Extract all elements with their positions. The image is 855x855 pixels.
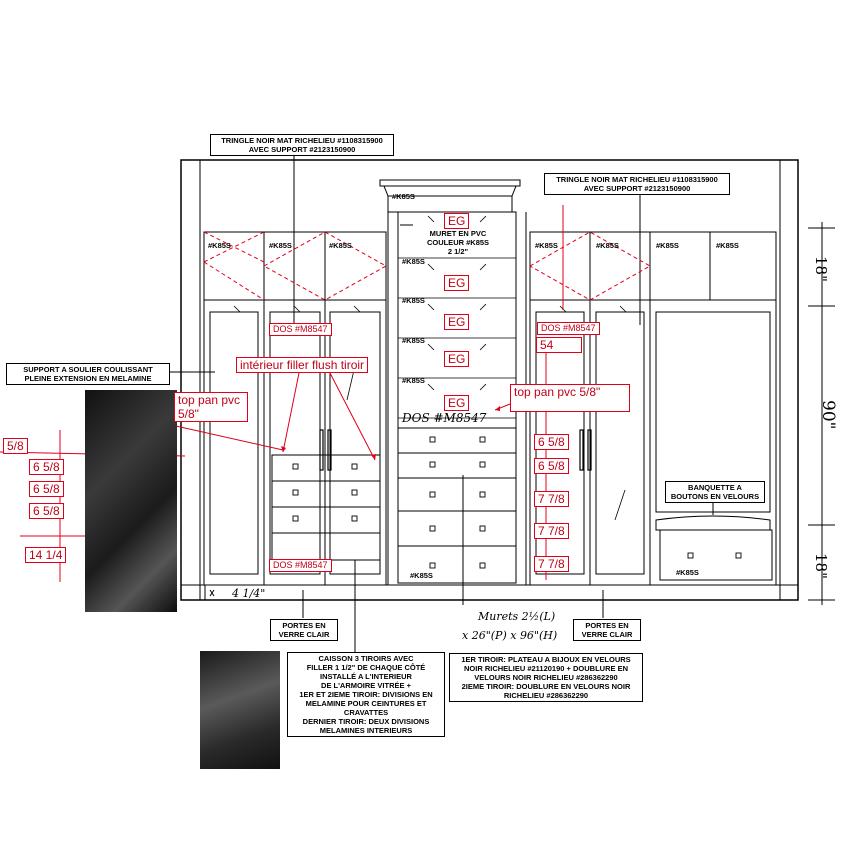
note-line: 5/8"	[178, 407, 199, 421]
dim-6-5-8: 6 5/8	[29, 481, 64, 497]
callout-line: 1ER ET 2IEME TIROIR: DIVISIONS EN	[299, 690, 433, 699]
callout-line: NOIR RICHELIEU #21120190 + DOUBLURE EN	[463, 664, 628, 673]
color-code-label: #K85S	[402, 336, 425, 345]
dim-6-5-8: 6 5/8	[29, 503, 64, 519]
callout-line: DE L'ARMOIRE VITRÉE +	[321, 681, 411, 690]
dim-6-5-8-right: 6 5/8	[534, 434, 569, 450]
drawer-divider-photo	[200, 651, 280, 769]
callout-line: 2 1/2"	[447, 247, 469, 256]
portes-callout-left	[270, 619, 338, 641]
color-code-label: #K85S	[402, 296, 425, 305]
dim-7-7-8: 7 7/8	[534, 523, 569, 539]
callout-line: CRAVATTES	[343, 708, 389, 717]
dim-6-5-8: 6 5/8	[29, 459, 64, 475]
color-code-label: #K85S	[596, 241, 619, 250]
color-code-label: #K85S	[676, 568, 699, 577]
top-pan-note-left	[174, 392, 248, 422]
callout-line: PORTES EN	[585, 621, 629, 630]
note-line: top pan pvc	[178, 393, 241, 407]
callout-line: INSTALLÉ A L'INTERIEUR	[320, 672, 412, 681]
callout-line: AVEC SUPPORT #2123150900	[248, 145, 356, 154]
callout-line: MURET EN PVC	[429, 229, 487, 238]
color-code-label: #K85S	[410, 571, 433, 580]
callout-line: AVEC SUPPORT #2123150900	[583, 184, 691, 193]
murets-note: Murets 2½(L)	[478, 610, 556, 623]
eg-label: EG	[444, 395, 469, 411]
callout-line: TRINGLE NOIR MAT RICHELIEU #1108315900	[221, 136, 383, 145]
eg-label: EG	[444, 213, 469, 229]
callout-line: FILLER 1 1/2" DE CHAQUE CÔTÉ	[306, 663, 426, 672]
color-code-label: #K85S	[329, 241, 352, 250]
support-soulier-callout	[6, 363, 170, 385]
callout-line: BOUTONS EN VELOURS	[670, 492, 760, 501]
tiroir-callout	[449, 653, 643, 702]
color-code-label: #K85S	[208, 241, 231, 250]
dim-7-7-8: 7 7/8	[534, 491, 569, 507]
callout-line: BANQUETTE A	[688, 483, 742, 492]
color-code-label: #K85S	[535, 241, 558, 250]
tringle-callout-right	[544, 173, 730, 195]
color-code-label: #K85S	[402, 376, 425, 385]
color-code-label: #K85S	[392, 192, 415, 201]
callout-line: MELAMINE POUR CEINTURES ET	[305, 699, 427, 708]
height-dim-18-bottom: 18"	[812, 553, 830, 579]
eg-label: EG	[444, 275, 469, 291]
callout-line: MELAMINES INTERIEURS	[319, 726, 413, 735]
callout-line: VERRE CLAIR	[581, 630, 633, 639]
height-dim-90: 90"	[818, 400, 838, 430]
muret-pvc-callout	[416, 228, 500, 257]
dos-code-label: DOS #M8547	[537, 322, 600, 335]
callout-line: TRINGLE NOIR MAT RICHELIEU #1108315900	[556, 175, 718, 184]
dos-handwritten: DOS #M8547	[402, 411, 487, 425]
dim-5-8: 5/8	[3, 438, 28, 454]
dos-code-label: DOS #M8547	[269, 323, 332, 336]
callout-line: CAISSON 3 TIROIRS AVEC	[318, 654, 414, 663]
color-code-label: #K85S	[716, 241, 739, 250]
closet-photo	[85, 390, 177, 612]
callout-line: RICHELIEU #286362290	[503, 691, 589, 700]
color-code-label: #K85S	[269, 241, 292, 250]
interieur-filler-note: intérieur filler flush tiroir	[236, 357, 368, 373]
eg-label: EG	[444, 351, 469, 367]
callout-line: PLEINE EXTENSION EN MELAMINE	[24, 374, 152, 383]
callout-line: SUPPORT A SOULIER COULISSANT	[23, 365, 153, 374]
dim-14-1-4: 14 1/4	[25, 547, 66, 563]
top-pan-note-right: top pan pvc 5/8"	[510, 384, 630, 412]
callout-line: PORTES EN	[282, 621, 326, 630]
callout-line: COULEUR #K85S	[426, 238, 490, 247]
portes-callout-right	[573, 619, 641, 641]
base-dimension: 4 1/4"	[232, 587, 266, 600]
callout-line: 1ER TIROIR: PLATEAU A BIJOUX EN VELOURS	[461, 655, 631, 664]
eg-label: EG	[444, 314, 469, 330]
height-dim-18-top: 18"	[812, 256, 830, 282]
tringle-callout-left	[210, 134, 394, 156]
callout-line: DERNIER TIROIR: DEUX DIVISIONS	[302, 717, 430, 726]
caisson-callout	[287, 652, 445, 737]
color-code-label: #K85S	[402, 257, 425, 266]
dim-7-7-8: 7 7/8	[534, 556, 569, 572]
callout-line: VERRE CLAIR	[278, 630, 330, 639]
dim-54: 54	[536, 337, 582, 353]
dos-code-label: DOS #M8547	[269, 559, 332, 572]
callout-line: VELOURS NOIR RICHELIEU #286362290	[474, 673, 618, 682]
color-code-label: #K85S	[656, 241, 679, 250]
callout-line: 2IEME TIROIR: DOUBLURE EN VELOURS NOIR	[461, 682, 631, 691]
dim-6-5-8-right: 6 5/8	[534, 458, 569, 474]
murets-note: x 26"(P) x 96"(H)	[462, 629, 558, 642]
banquette-callout	[665, 481, 765, 503]
